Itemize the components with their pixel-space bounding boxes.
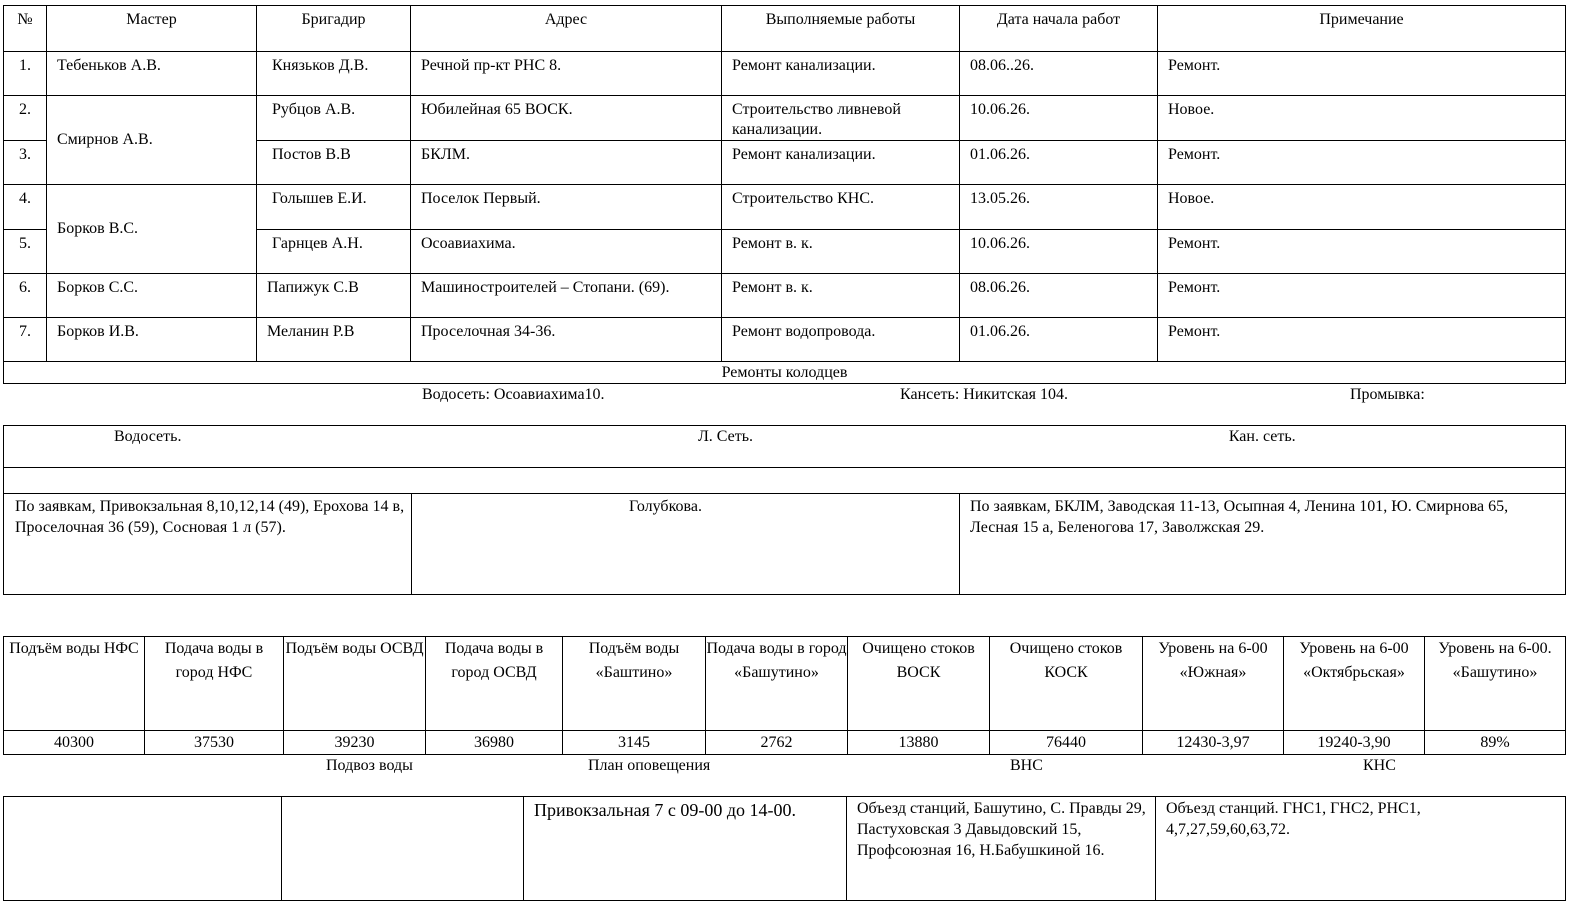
header-vosk-cleaned: Очищено стоков ВОСК <box>848 637 990 731</box>
row-master: Смирнов А.В. <box>47 96 257 185</box>
row-master: Борков С.С. <box>47 274 257 318</box>
networks-content-row <box>4 494 1566 595</box>
networks-table <box>3 425 1566 595</box>
row-work: Ремонт в. к. <box>722 230 960 274</box>
row-work: Ремонт канализации. <box>722 52 960 96</box>
water-stats-values-row <box>4 731 1566 755</box>
kns-text: Объезд станций. ГНС1, ГНС2, РНС1, 4,7,27,59,60,63,72. <box>1156 797 1566 901</box>
row-date: 01.06.26. <box>960 318 1158 362</box>
water-network-requests: По заявкам, Привокзальная 8,10,12,14 (49), Ерохова 14 в, Проселочная 36 (59), Сосновая 1 л (57). <box>4 494 412 595</box>
row-work: Ремонт водопровода. <box>722 318 960 362</box>
row-brigadier: Меланин Р.В <box>257 318 411 362</box>
header-water-network: Водосеть. <box>4 426 412 468</box>
row-note: Ремонт. <box>1158 141 1566 185</box>
row-date: 01.06.26. <box>960 141 1158 185</box>
row-number: 1. <box>4 52 47 96</box>
vns-label: ВНС <box>1010 757 1043 774</box>
header-osvd-supply: Подача воды в город ОСВД <box>426 637 563 731</box>
row-note: Ремонт. <box>1158 274 1566 318</box>
header-bashutino-lift: Подъём воды «Баштино» <box>563 637 706 731</box>
row-address: Юбилейная 65 ВОСК. <box>411 96 722 141</box>
wells-sewer-network: Кансеть: Никитская 104. <box>900 386 1068 403</box>
value-level-yuzhnaya: 12430-3,97 <box>1143 731 1284 755</box>
header-kosk-cleaned: Очищено стоков КОСК <box>990 637 1143 731</box>
water-delivery-label: Подвоз воды <box>326 757 413 774</box>
vns-text: Объезд станций, Башутино, С. Правды 29, Пастуховская 3 Давыдовский 15, Профсоюзная 16, Н.Бабушкиной 16. <box>847 797 1156 901</box>
header-level-yuzhnaya: Уровень на 6-00 «Южная» <box>1143 637 1284 731</box>
row-note: Ремонт. <box>1158 230 1566 274</box>
row-date: 08.06.26. <box>960 274 1158 318</box>
networks-empty-row <box>4 468 1566 494</box>
row-brigadier: Гарнцев А.Н. <box>257 230 411 274</box>
value-osvd-supply: 36980 <box>426 731 563 755</box>
water-stats-table <box>3 636 1566 755</box>
row-brigadier: Князьков Д.В. <box>257 52 411 96</box>
row-address: Речной пр-кт РНС 8. <box>411 52 722 96</box>
row-address: БКЛМ. <box>411 141 722 185</box>
water-stats-header-row <box>4 637 1566 731</box>
row-brigadier: Рубцов А.В. <box>257 96 411 141</box>
table-row <box>4 52 1566 96</box>
header-osvd-lift: Подъём воды ОСВД <box>284 637 426 731</box>
row-date: 08.06..26. <box>960 52 1158 96</box>
row-work: Строительство КНС. <box>722 185 960 230</box>
wells-footer-row <box>4 362 1566 384</box>
row-number: 2. <box>4 96 47 141</box>
header-note: Примечание <box>1158 6 1566 52</box>
row-work: Ремонт в. к. <box>722 274 960 318</box>
wells-water-network: Водосеть: Осоавиахима10. <box>422 386 605 403</box>
sewer-network-requests: По заявкам, БКЛМ, Заводская 11-13, Осыпная 4, Ленина 101, Ю. Смирнова 65, Лесная 15 а, Беленогова 17, Заволжская 29. <box>960 494 1566 595</box>
header-nfs-supply: Подача воды в город НФС <box>145 637 284 731</box>
works-table <box>3 5 1566 384</box>
row-number: 4. <box>4 185 47 230</box>
value-bashutino-supply: 2762 <box>706 731 848 755</box>
row-note: Ремонт. <box>1158 52 1566 96</box>
notification-plan-text: Привокзальная 7 с 09-00 до 14-00. <box>524 797 847 901</box>
value-nfs-supply: 37530 <box>145 731 284 755</box>
row-work: Строительство ливневой канализации. <box>722 96 960 141</box>
header-master: Мастер <box>47 6 257 52</box>
row-brigadier: Голышев Е.И. <box>257 185 411 230</box>
value-vosk-cleaned: 13880 <box>848 731 990 755</box>
kns-label: КНС <box>1363 757 1396 774</box>
header-sewer-network: Кан. сеть. <box>960 426 1566 468</box>
wells-repair-title: Ремонты колодцев <box>4 362 1566 384</box>
table-row <box>4 274 1566 318</box>
table-row <box>4 96 1566 141</box>
storm-network-requests: Голубкова. <box>412 494 960 595</box>
networks-header-row <box>4 426 1566 468</box>
row-note: Новое. <box>1158 96 1566 141</box>
header-work: Выполняемые работы <box>722 6 960 52</box>
table-row <box>4 318 1566 362</box>
row-note: Новое. <box>1158 185 1566 230</box>
row-number: 6. <box>4 274 47 318</box>
value-bashutino-lift: 3145 <box>563 731 706 755</box>
row-master: Борков В.С. <box>47 185 257 274</box>
header-level-oktyabrskaya: Уровень на 6-00 «Октябрьская» <box>1284 637 1425 731</box>
value-nfs-lift: 40300 <box>4 731 145 755</box>
header-level-bashutino: Уровень на 6-00. «Башутино» <box>1425 637 1566 731</box>
header-bashutino-supply: Подача воды в город «Башутино» <box>706 637 848 731</box>
bottom-empty-cell-2 <box>282 797 524 901</box>
row-address: Поселок Первый. <box>411 185 722 230</box>
bottom-row <box>4 797 1566 901</box>
value-level-oktyabrskaya: 19240-3,90 <box>1284 731 1425 755</box>
row-number: 3. <box>4 141 47 185</box>
row-address: Проселочная 34-36. <box>411 318 722 362</box>
row-address: Осоавиахима. <box>411 230 722 274</box>
header-address: Адрес <box>411 6 722 52</box>
row-master: Борков И.В. <box>47 318 257 362</box>
header-nfs-lift: Подъём воды НФС <box>4 637 145 731</box>
row-date: 10.06.26. <box>960 230 1158 274</box>
value-level-bashutino: 89% <box>1425 731 1566 755</box>
row-brigadier: Папижук С.В <box>257 274 411 318</box>
value-kosk-cleaned: 76440 <box>990 731 1143 755</box>
works-header-row <box>4 6 1566 52</box>
value-osvd-lift: 39230 <box>284 731 426 755</box>
header-start-date: Дата начала работ <box>960 6 1158 52</box>
table-row <box>4 185 1566 230</box>
empty-cell <box>4 468 1566 494</box>
row-date: 13.05.26. <box>960 185 1158 230</box>
row-number: 7. <box>4 318 47 362</box>
row-address: Машиностроителей – Стопани. (69). <box>411 274 722 318</box>
row-date: 10.06.26. <box>960 96 1158 141</box>
notification-plan-label: План оповещения <box>588 757 711 774</box>
header-brigadier: Бригадир <box>257 6 411 52</box>
wells-flushing: Промывка: <box>1350 386 1425 403</box>
row-brigadier: Постов В.В <box>257 141 411 185</box>
row-number: 5. <box>4 230 47 274</box>
row-master: Тебеньков А.В. <box>47 52 257 96</box>
header-number: № <box>4 6 47 52</box>
bottom-table <box>3 796 1566 901</box>
row-note: Ремонт. <box>1158 318 1566 362</box>
header-storm-network: Л. Сеть. <box>412 426 960 468</box>
bottom-empty-cell-1 <box>4 797 282 901</box>
row-work: Ремонт канализации. <box>722 141 960 185</box>
